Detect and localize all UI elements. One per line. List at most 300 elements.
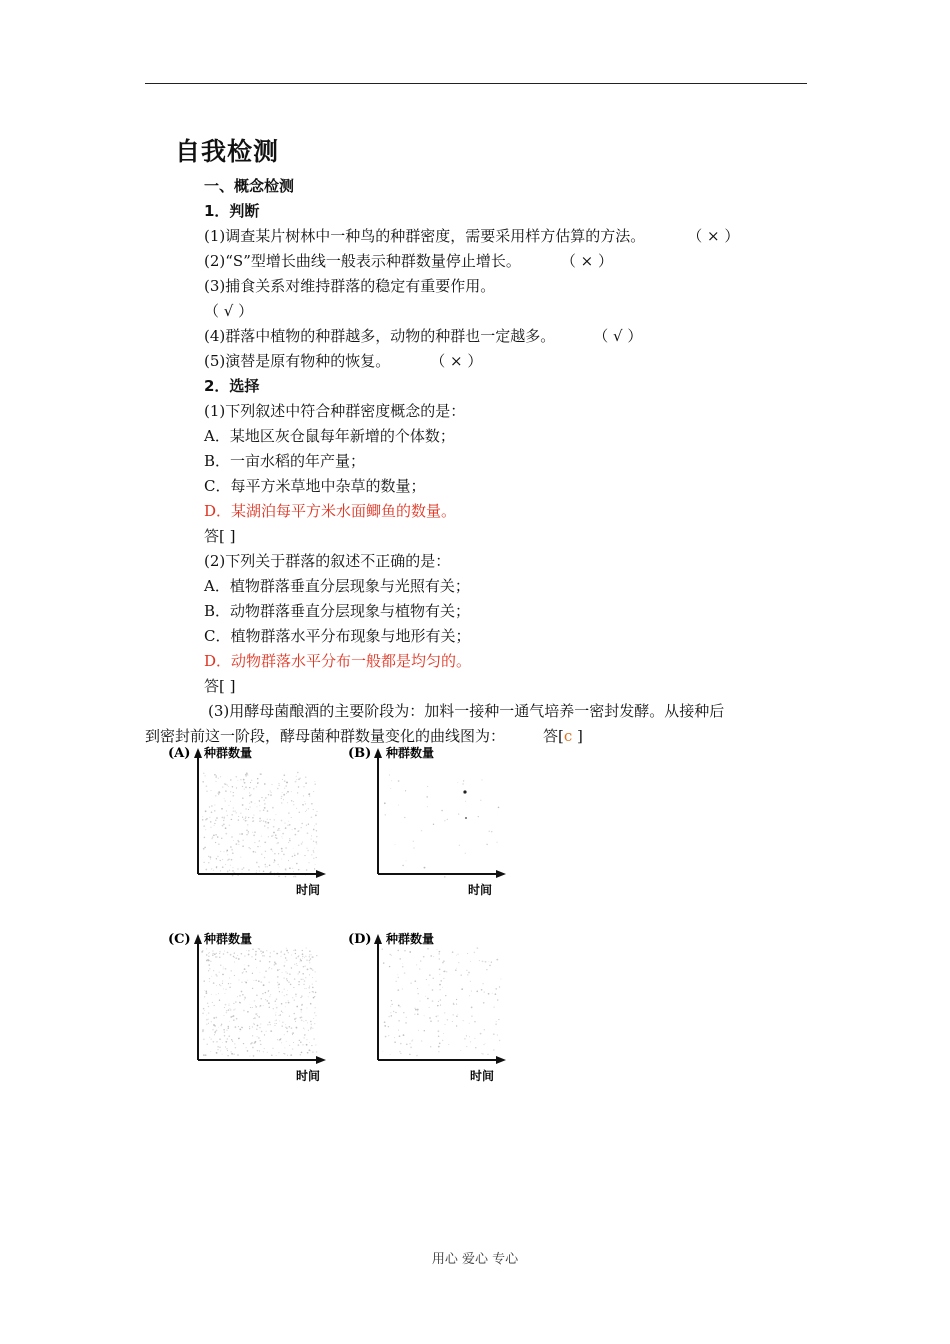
scan-speckle (220, 870, 221, 871)
scan-speckle (394, 1042, 395, 1043)
scan-speckle (315, 864, 316, 865)
scan-speckle (256, 994, 258, 996)
scan-speckle (308, 996, 309, 997)
scan-speckle (288, 842, 289, 843)
scan-speckle (219, 957, 220, 958)
scan-speckle (211, 838, 212, 839)
scan-speckle (264, 825, 266, 827)
scan-speckle (226, 851, 227, 852)
scan-speckle (243, 819, 244, 820)
scan-speckle (424, 1030, 425, 1031)
scan-speckle (295, 957, 297, 959)
scan-speckle (230, 983, 231, 984)
scan-speckle (496, 959, 498, 961)
scan-speckle (273, 862, 274, 863)
scan-speckle (295, 781, 297, 783)
scan-speckle (469, 1023, 470, 1024)
q1-option-b: B．一亩水稻的年产量； (204, 452, 366, 470)
scan-speckle (482, 983, 483, 984)
scan-speckle (300, 997, 301, 998)
scan-speckle (438, 1030, 440, 1032)
q3-line-2: 到密封前这一阶段，酵母菌种群数量变化的曲线图为： (145, 727, 506, 745)
scan-speckle (312, 991, 313, 992)
scan-speckle (453, 1003, 454, 1004)
scan-speckle (258, 1016, 259, 1017)
scan-speckle (312, 977, 313, 978)
scan-speckle (256, 806, 257, 807)
scan-speckle (253, 788, 254, 789)
scan-speckle (212, 836, 214, 838)
scan-speckle (219, 792, 221, 794)
scan-speckle (433, 956, 434, 957)
scan-speckle (285, 847, 286, 848)
scan-speckle (215, 1017, 217, 1019)
graph-b (348, 742, 508, 902)
scan-speckle (230, 1009, 231, 1010)
scan-speckle (209, 1037, 210, 1038)
scan-speckle (256, 786, 257, 787)
scan-speckle (314, 825, 315, 826)
scan-speckle (284, 788, 285, 789)
scan-speckle (429, 1017, 431, 1019)
scan-speckle (230, 954, 232, 956)
scan-speckle (275, 834, 276, 835)
q3-answer-prefix: 答[ (543, 727, 564, 745)
scan-speckle (248, 809, 249, 810)
scan-speckle (287, 791, 289, 793)
scan-speckle (427, 948, 429, 950)
scan-speckle (283, 774, 285, 776)
scan-speckle (303, 795, 304, 796)
scan-speckle (305, 803, 306, 804)
scan-speckle (499, 1040, 500, 1041)
scan-speckle (400, 1053, 401, 1054)
scan-speckle (224, 1032, 225, 1033)
scan-speckle (203, 1054, 205, 1056)
scan-speckle (400, 1043, 402, 1045)
scan-speckle (281, 798, 282, 799)
scan-speckle (259, 1006, 260, 1007)
graph-b-svg (348, 742, 518, 902)
scan-speckle (204, 775, 205, 776)
scan-speckle (277, 864, 279, 866)
scan-speckle (213, 970, 214, 971)
scan-speckle (233, 867, 234, 868)
scan-speckle (219, 951, 221, 953)
scan-speckle (465, 801, 466, 802)
scan-speckle (239, 1031, 240, 1032)
graph-letter: (C) (168, 932, 191, 947)
scan-speckle (251, 1042, 252, 1043)
scan-speckle (202, 1029, 203, 1030)
scan-speckle (310, 1028, 311, 1029)
scan-speckle (306, 825, 307, 826)
scan-speckle (306, 1020, 307, 1021)
q2-answer: 答[ ] (204, 677, 236, 695)
scan-speckle (275, 814, 276, 815)
scan-speckle (253, 815, 254, 816)
scan-speckle (406, 1017, 407, 1018)
scan-speckle (437, 1005, 439, 1007)
scan-speckle (206, 954, 207, 955)
scan-speckle (299, 778, 300, 779)
scan-speckle (439, 989, 440, 990)
scan-speckle (282, 833, 284, 835)
scan-speckle (278, 985, 279, 986)
scan-speckle (289, 840, 290, 841)
scan-speckle (284, 1053, 285, 1054)
scan-speckle (470, 981, 471, 982)
scan-speckle (499, 986, 500, 987)
scan-speckle (285, 827, 287, 829)
scan-speckle (204, 1010, 205, 1011)
scan-speckle (217, 856, 218, 857)
scan-speckle (287, 973, 288, 974)
scan-speckle (230, 865, 231, 866)
scan-speckle (293, 950, 294, 951)
scan-speckle (261, 953, 262, 954)
scan-speckle (264, 857, 265, 858)
scan-speckle (302, 950, 303, 951)
scan-speckle (289, 1045, 290, 1046)
scan-speckle (293, 804, 294, 805)
scan-speckle (239, 834, 240, 835)
scan-speckle (444, 971, 446, 973)
scan-speckle (248, 950, 249, 951)
q3-answer-value: c (563, 727, 573, 745)
scan-speckle (211, 805, 212, 806)
graph-a-dots (202, 772, 318, 878)
scan-speckle (275, 1025, 276, 1026)
scan-speckle (437, 1020, 438, 1021)
scan-speckle (298, 981, 299, 982)
scan-speckle (277, 976, 279, 978)
scan-speckle (429, 974, 431, 976)
scan-speckle (270, 794, 272, 796)
scan-speckle (261, 1031, 263, 1033)
scan-speckle (444, 820, 445, 821)
scan-speckle (219, 984, 220, 985)
scan-speckle (277, 982, 278, 983)
scan-speckle (279, 1015, 280, 1016)
scan-speckle (270, 1030, 272, 1032)
scan-speckle (228, 1005, 229, 1006)
scan-speckle (294, 999, 295, 1000)
scan-speckle (314, 1023, 315, 1024)
scan-speckle (304, 980, 305, 981)
scan-speckle (293, 987, 294, 988)
scan-speckle (284, 953, 286, 955)
scan-speckle (223, 817, 224, 818)
scan-speckle (266, 823, 267, 824)
scan-speckle (216, 867, 217, 868)
scan-speckle (219, 1000, 220, 1001)
scan-speckle (273, 1008, 274, 1009)
scan-speckle (442, 987, 443, 988)
scan-speckle (312, 956, 314, 958)
scan-speckle (416, 1055, 418, 1057)
scan-speckle (294, 1018, 295, 1019)
scan-speckle (234, 957, 235, 958)
scan-speckle (268, 794, 269, 795)
scan-speckle (394, 1037, 395, 1038)
scan-speckle (289, 1015, 290, 1016)
scan-speckle (206, 991, 208, 993)
scan-speckle (235, 1047, 237, 1049)
scan-speckle (261, 836, 262, 837)
scan-speckle (277, 842, 279, 844)
scan-speckle (248, 817, 249, 818)
scan-speckle (299, 961, 300, 962)
scan-speckle (269, 1021, 271, 1023)
scan-speckle (262, 993, 264, 995)
scan-speckle (227, 784, 228, 785)
scan-speckle (214, 805, 215, 806)
scan-speckle (296, 996, 297, 997)
scan-speckle (214, 1032, 215, 1033)
scan-speckle (278, 785, 279, 786)
scan-speckle (290, 984, 292, 986)
scan-speckle (287, 802, 288, 803)
scan-speckle (294, 828, 296, 830)
scan-speckle (253, 1055, 255, 1057)
scan-speckle (254, 1042, 256, 1044)
scan-speckle (212, 1029, 213, 1030)
scan-speckle (255, 980, 257, 982)
scan-speckle (260, 951, 261, 952)
scan-speckle (251, 801, 253, 803)
scan-speckle (417, 988, 418, 989)
scan-speckle (244, 955, 245, 956)
scan-speckle (250, 794, 251, 795)
scan-speckle (233, 1003, 234, 1004)
scan-speckle (236, 1018, 238, 1020)
scan-speckle (302, 804, 303, 805)
scan-speckle (384, 802, 386, 804)
scan-speckle (231, 849, 233, 851)
scan-speckle (312, 970, 313, 971)
scan-speckle (405, 1022, 407, 1024)
scan-speckle (439, 974, 440, 975)
scan-speckle (205, 810, 207, 812)
scan-speckle (202, 1031, 204, 1033)
scan-speckle (269, 956, 271, 958)
scan-speckle (285, 1006, 286, 1007)
scan-speckle (307, 1052, 309, 1054)
scan-speckle (282, 779, 283, 780)
graph-ylabel: 种群数量 (386, 746, 435, 760)
scan-speckle (305, 956, 307, 958)
scan-speckle (306, 848, 307, 849)
scan-speckle (303, 1021, 304, 1022)
scan-speckle (398, 1005, 400, 1007)
scan-speckle (221, 838, 222, 839)
scan-speckle (270, 871, 272, 873)
scan-speckle (398, 780, 400, 782)
scan-speckle (274, 1023, 275, 1024)
scan-speckle (272, 784, 273, 785)
scan-speckle (217, 1046, 219, 1048)
graph-d (348, 928, 508, 1088)
scan-speckle (395, 1012, 396, 1013)
scan-speckle (495, 1023, 497, 1025)
scan-speckle (218, 843, 219, 844)
scan-speckle (285, 962, 286, 963)
scan-speckle (210, 961, 211, 962)
scan-speckle (224, 951, 225, 952)
scan-speckle (438, 1051, 439, 1052)
scan-speckle (306, 1044, 308, 1046)
scan-speckle (254, 842, 255, 843)
scan-speckle (257, 1036, 258, 1037)
scan-speckle (294, 949, 296, 951)
scan-speckle (208, 1012, 209, 1013)
scan-speckle (266, 950, 267, 951)
scan-speckle (221, 1025, 222, 1026)
scan-speckle (243, 867, 244, 868)
scan-speckle (438, 1046, 440, 1048)
scan-speckle (316, 836, 317, 837)
scan-speckle (245, 808, 247, 810)
scan-speckle (242, 845, 244, 847)
scan-speckle (225, 968, 227, 970)
scan-speckle (257, 1025, 259, 1027)
scan-speckle (497, 999, 499, 1001)
scan-speckle (447, 819, 448, 820)
scan-speckle (301, 995, 302, 996)
scan-speckle (231, 1016, 233, 1018)
scan-speckle (286, 948, 287, 949)
scan-speckle (459, 845, 460, 846)
scan-speckle (210, 856, 212, 858)
scan-speckle (229, 1021, 230, 1022)
scan-speckle (214, 1005, 215, 1006)
scan-speckle (284, 822, 285, 823)
scan-speckle (474, 1021, 475, 1022)
q1-stem: (1)下列叙述中符合种群密度概念的是： (204, 402, 466, 420)
scan-speckle (272, 851, 273, 852)
scan-speckle (286, 994, 287, 995)
scan-speckle (301, 843, 303, 845)
scan-speckle (300, 1009, 302, 1011)
scan-speckle (216, 858, 217, 859)
scan-speckle (224, 1007, 225, 1008)
scan-speckle (295, 876, 296, 877)
scan-speckle (242, 1027, 243, 1028)
scan-speckle (314, 1012, 315, 1013)
scan-speckle (273, 832, 275, 834)
scan-speckle (239, 1028, 241, 1030)
scan-speckle (222, 1042, 223, 1043)
scan-speckle (231, 1039, 232, 1040)
scan-speckle (471, 1007, 473, 1009)
scan-speckle (308, 794, 310, 796)
scan-speckle (256, 1028, 258, 1030)
scan-speckle (230, 846, 232, 848)
x-axis-arrow (316, 1056, 326, 1064)
scan-speckle (264, 842, 265, 843)
scan-speckle (272, 807, 274, 809)
scan-speckle (283, 965, 285, 967)
scan-speckle (208, 970, 209, 971)
scan-speckle (246, 950, 247, 951)
scan-speckle (229, 870, 230, 871)
scan-speckle (222, 981, 223, 982)
scan-speckle (228, 1028, 229, 1029)
scan-speckle (424, 867, 426, 869)
scan-speckle (276, 998, 278, 1000)
scan-speckle (310, 954, 311, 955)
scan-speckle (225, 864, 226, 865)
scan-speckle (417, 1013, 419, 1015)
scan-speckle (260, 1023, 261, 1024)
scan-speckle (297, 853, 298, 854)
scan-speckle (278, 987, 280, 989)
scan-speckle (465, 853, 466, 854)
scan-speckle (399, 958, 401, 960)
scan-speckle (409, 1054, 410, 1055)
scan-speckle (228, 786, 229, 787)
scan-speckle (409, 1043, 410, 1044)
scan-speckle (225, 989, 226, 990)
scan-speckle (444, 1012, 445, 1013)
scan-speckle (456, 1025, 457, 1026)
scan-speckle (307, 1022, 308, 1023)
scan-speckle (269, 996, 270, 997)
scan-speckle (272, 1048, 273, 1049)
scan-speckle (241, 953, 242, 954)
scan-speckle (245, 816, 246, 817)
scan-speckle (498, 1019, 499, 1020)
scan-speckle (265, 970, 267, 972)
scan-speckle (419, 1001, 420, 1002)
scan-speckle (259, 1027, 260, 1028)
scan-speckle (300, 959, 301, 960)
scan-speckle (244, 997, 246, 999)
scan-speckle (480, 1033, 482, 1035)
scan-speckle (294, 1013, 295, 1014)
scan-speckle (292, 997, 293, 998)
scan-speckle (223, 988, 224, 989)
scan-speckle (224, 798, 225, 799)
scan-speckle (259, 972, 260, 973)
scan-speckle (235, 1026, 237, 1028)
scan-speckle (243, 1010, 245, 1012)
scan-speckle (311, 1024, 312, 1025)
scan-speckle (208, 960, 210, 962)
scan-speckle (227, 1038, 228, 1039)
section-heading: 一、概念检测 (204, 177, 295, 195)
scan-speckle (252, 821, 253, 822)
scan-speckle (263, 820, 264, 821)
scan-speckle (259, 810, 260, 811)
scan-speckle (486, 969, 487, 970)
part2-heading: 2．选择 (204, 377, 260, 395)
scan-speckle (402, 966, 404, 968)
scan-speckle (286, 959, 288, 961)
q2-option-b: B．动物群落垂直分层现象与植物有关； (204, 602, 471, 620)
graph-b-dots (384, 775, 499, 878)
scan-speckle (313, 841, 314, 842)
scan-speckle (255, 1014, 257, 1016)
scan-speckle (470, 961, 471, 962)
scan-speckle (270, 819, 271, 820)
scan-speckle (390, 954, 391, 955)
scan-speckle (276, 1007, 278, 1009)
scan-speckle (208, 1023, 209, 1024)
scan-speckle (289, 867, 291, 869)
scan-speckle (231, 1053, 233, 1055)
